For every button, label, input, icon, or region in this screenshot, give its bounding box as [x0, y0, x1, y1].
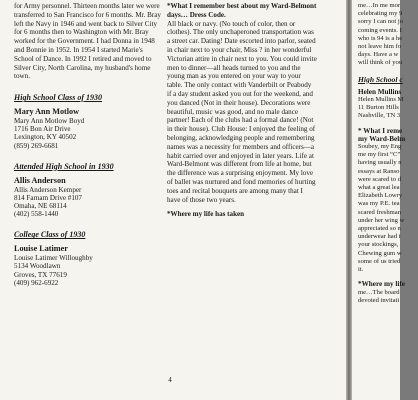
section-heading: High School c	[358, 74, 403, 84]
remember-title: * What I reme	[358, 126, 403, 135]
phone-line: (409) 962-6922	[14, 278, 59, 287]
life-title: *Where my life	[358, 280, 405, 289]
text-line: me…In me mor	[358, 2, 401, 9]
remember-body: All black or navy. (No touch of color, then or clothes). The only unchaperoned transportation was a street car. Dating! Date escorted into parlor, seated in chair next to your chair, Miss ? in her wonderful Victorian attire in chair next to you. You could invite men to dinner—all heads turned to you and the young man as you entered on your way to your table. The only contact with Vanderbilt or Peabody if a day student asked you out for the weekend, and you danced (Not in their house). Decorations were beautiful, music was good, and no male dance partner! Each of the clubs had a formal dance! (Not in their house). Club House: I enjoyed the feeling of belonging, acknowledging people and remembering names was a necessity for members and officers—a habit carried over and enjoyed in later years. Life at Ward-Belmont was different from life at home, but the difference was a surprising enjoyment. My love of ballet was nurtured and fond memories of hurting toes and recital bouquets are among many that I have of those two years.	[167, 19, 317, 204]
address-block	[14, 117, 164, 150]
address-line: Mary Ann Motlow Boyd	[14, 116, 85, 125]
right-lines-top	[358, 2, 418, 68]
address-line: Helen Mullins M	[358, 96, 404, 104]
phone-line: (402) 558-1440	[14, 210, 59, 219]
text-line: having usually n	[358, 159, 402, 167]
remember-paragraph	[167, 2, 317, 20]
address-line: Omaha, NE 68114	[14, 201, 67, 210]
text-line: essays at Ranso	[358, 167, 400, 175]
text-line: Chewing gum w	[358, 249, 402, 257]
text-line: scared freshman	[358, 208, 402, 216]
text-line: me…The board	[358, 288, 400, 296]
address-line: 1716 Bon Air Drive	[14, 125, 71, 134]
text-line: was my P.E. tea	[358, 200, 400, 208]
middle-column	[167, 2, 317, 219]
section-heading: Attended High School in 1930	[14, 161, 114, 171]
section-heading: High School Class of 1930	[14, 93, 103, 103]
right-page	[352, 0, 406, 400]
address-block	[358, 96, 418, 121]
text-line: Soubey, my Eng	[358, 143, 402, 151]
text-line: not leave him fo	[358, 43, 402, 51]
address-line: 814 Farnam Drive #107	[14, 193, 82, 202]
address-line: Lexington, KY 40502	[14, 133, 77, 142]
text-line: Elizabeth Lowry	[358, 192, 403, 200]
text-line: sorry I can not jo	[358, 18, 404, 26]
alumna-name: Louise Latimer	[14, 244, 68, 254]
text-line: who is 94 is a he	[358, 34, 403, 42]
phone-line: (859) 269-6681	[14, 141, 59, 150]
text-line: your stockings,	[358, 241, 399, 249]
text-line: some of us tried	[358, 257, 401, 265]
address-line: Groves, TX 77619	[14, 270, 67, 279]
text-line: appreciated so n	[358, 225, 401, 233]
text-line: devoted invitati	[358, 296, 400, 304]
left-column	[14, 2, 164, 287]
text-line: it.	[358, 266, 364, 274]
intro-paragraph: for Army personnel. Thirteen months later we were transferred to San Francisco for 6 months. Mr. Bray left the Navy in 1946 and went back to Silver City for 6 months then to Washington with Mr. Bray worked for the Government. I had Donna in 1948 and Bonnie in 1952. In 1954 I started Marie's School of Dance. In 1992 I retired and moved to Silver City, North Carolina, my husband's home town.	[14, 2, 161, 81]
remember-title-tail: Dress Code.	[189, 10, 226, 19]
section-class-1930	[14, 93, 164, 150]
text-line: underwear had t	[358, 233, 401, 241]
right-lines-mid	[358, 143, 418, 274]
text-line: under her wing w	[358, 216, 405, 224]
address-line: Allis Anderson Kemper	[14, 185, 82, 194]
text-line: days. Have a w	[358, 51, 399, 59]
text-line: were scared to d	[358, 175, 402, 183]
remember-title: *What I remember best about my Ward-Belmont days…	[167, 2, 317, 19]
text-line: will think of you	[358, 59, 403, 67]
address-line: Louise Latimer Willoughby	[14, 254, 93, 263]
text-line: coming events. I	[358, 26, 402, 34]
section-college-1930	[14, 230, 164, 287]
alumna-name: Helen Mullins	[358, 87, 402, 96]
alumna-name: Allis Anderson	[14, 175, 66, 185]
remember-subtitle: my Ward-Belm	[358, 134, 406, 143]
right-lines-bottom	[358, 289, 418, 305]
alumna-name: Mary Ann Motlow	[14, 107, 80, 117]
section-heading: College Class of 1930	[14, 230, 86, 240]
right-column	[358, 2, 418, 305]
address-block	[14, 254, 164, 287]
address-line: Nashville, TN 3	[358, 112, 401, 120]
text-line: me my first “C”	[358, 151, 401, 159]
text-line: what a great lea	[358, 184, 400, 192]
address-line: 5134 Woodlawn	[14, 262, 61, 271]
address-block	[14, 186, 164, 219]
address-line: 11 Burton Hills	[358, 104, 399, 112]
section-attended-1930	[14, 162, 164, 219]
life-title: *Where my life has taken	[167, 210, 245, 219]
text-line: celebrating my 9	[358, 10, 403, 18]
page-number: 4	[168, 376, 172, 384]
